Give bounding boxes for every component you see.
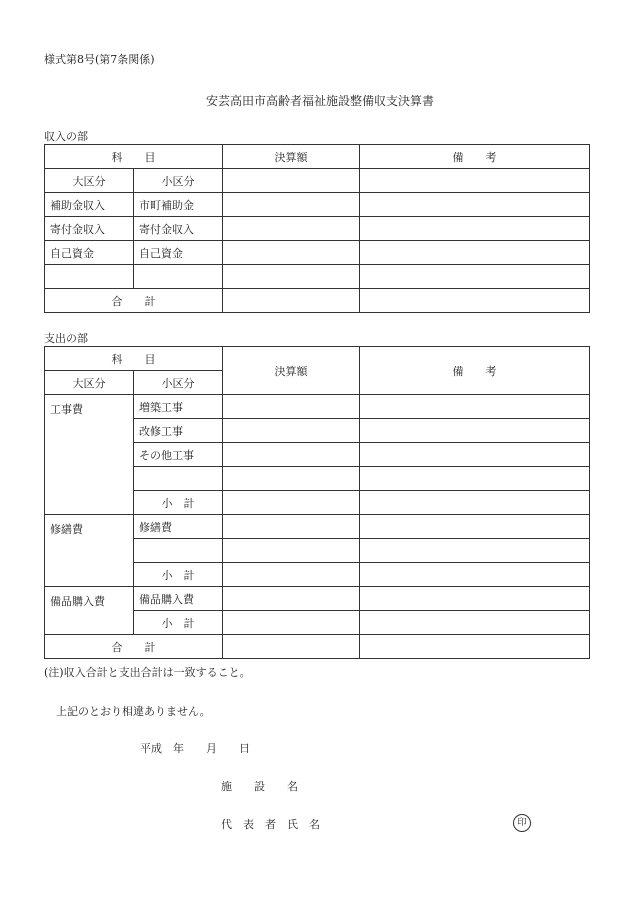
- document-title: 安芸高田市高齢者福祉施設整備収支決算書: [206, 94, 435, 108]
- expense-header-row: [45, 347, 590, 371]
- income-major-cell: 補助金収入: [45, 193, 134, 217]
- income-minor-cell: 自己資金: [134, 241, 223, 265]
- expense-remarks-cell: [360, 419, 590, 443]
- expense-section-label: 支出の部: [44, 332, 88, 345]
- expense-major-cell: 備品購入費: [45, 587, 134, 635]
- income-amount-cell: [223, 241, 360, 265]
- income-total-row: [45, 289, 590, 313]
- expense-minor-cell: その他工事: [134, 443, 223, 467]
- expense-amount-cell: [223, 563, 360, 587]
- income-total-label: 合 計: [45, 289, 223, 313]
- expense-amount-cell: [223, 419, 360, 443]
- table-row: [45, 193, 590, 217]
- expense-amount-cell: [223, 611, 360, 635]
- table-row: [45, 515, 590, 539]
- income-amount-cell: [223, 217, 360, 241]
- expense-minor-cell: 修繕費: [134, 515, 223, 539]
- expense-remarks-cell: [360, 491, 590, 515]
- expense-major-cell: 工事費: [45, 395, 134, 515]
- income-major-cell: 寄付金収入: [45, 217, 134, 241]
- income-total-remarks-cell: [360, 289, 590, 313]
- expense-remarks-cell: [360, 539, 590, 563]
- declaration: 上記のとおり相違ありません。: [56, 705, 211, 718]
- expense-minor-cell: 備品購入費: [134, 587, 223, 611]
- income-amount-cell: [223, 265, 360, 289]
- facility-name-label: 施 設 名: [221, 780, 298, 793]
- expense-subtotal-label: 小 計: [134, 611, 223, 635]
- income-remarks-cell: [360, 193, 590, 217]
- expense-total-remarks-cell: [360, 635, 590, 659]
- representative-label: 代 表 者 氏 名: [221, 818, 320, 831]
- date-line: 平成 年 月 日: [140, 742, 250, 755]
- expense-amount-header: 決算額: [223, 347, 360, 395]
- expense-remarks-cell: [360, 563, 590, 587]
- expense-minor-cell: [134, 467, 223, 491]
- income-minor-cell: [134, 265, 223, 289]
- form-number: 様式第8号(第7条関係): [44, 53, 155, 66]
- expense-amount-cell: [223, 491, 360, 515]
- income-table: [44, 144, 590, 313]
- income-amount-cell: [223, 169, 360, 193]
- income-major-cell: 自己資金: [45, 241, 134, 265]
- seal-mark: 印: [513, 814, 531, 832]
- income-total-amount-cell: [223, 289, 360, 313]
- table-row: [45, 241, 590, 265]
- income-major-header: 大区分: [45, 169, 134, 193]
- expense-remarks-cell: [360, 515, 590, 539]
- table-row: [45, 395, 590, 419]
- expense-amount-cell: [223, 515, 360, 539]
- income-remarks-cell: [360, 169, 590, 193]
- expense-minor-header: 小区分: [134, 371, 223, 395]
- expense-total-amount-cell: [223, 635, 360, 659]
- income-header-row: [45, 145, 590, 169]
- expense-amount-cell: [223, 443, 360, 467]
- expense-remarks-cell: [360, 467, 590, 491]
- expense-minor-cell: [134, 539, 223, 563]
- expense-remarks-cell: [360, 395, 590, 419]
- income-section-label: 収入の部: [44, 130, 88, 143]
- income-amount-cell: [223, 193, 360, 217]
- income-subject-header: 科 目: [45, 145, 223, 169]
- expense-major-cell: 修繕費: [45, 515, 134, 587]
- expense-amount-cell: [223, 395, 360, 419]
- income-remarks-cell: [360, 241, 590, 265]
- income-minor-cell: 市町補助金: [134, 193, 223, 217]
- expense-amount-cell: [223, 467, 360, 491]
- expense-subtotal-label: 小 計: [134, 563, 223, 587]
- table-row: [45, 587, 590, 611]
- expense-remarks-header: 備 考: [360, 347, 590, 395]
- expense-remarks-cell: [360, 587, 590, 611]
- expense-amount-cell: [223, 587, 360, 611]
- table-row: [45, 265, 590, 289]
- expense-remarks-cell: [360, 443, 590, 467]
- income-amount-header: 決算額: [223, 145, 360, 169]
- income-subheader-row: [45, 169, 590, 193]
- income-remarks-cell: [360, 265, 590, 289]
- income-major-cell: [45, 265, 134, 289]
- expense-minor-cell: 増築工事: [134, 395, 223, 419]
- expense-total-label: 合 計: [45, 635, 223, 659]
- income-remarks-cell: [360, 217, 590, 241]
- expense-subject-header: 科 目: [45, 347, 223, 371]
- expense-major-header: 大区分: [45, 371, 134, 395]
- expense-subtotal-label: 小 計: [134, 491, 223, 515]
- income-remarks-header: 備 考: [360, 145, 590, 169]
- expense-amount-cell: [223, 539, 360, 563]
- expense-total-row: [45, 635, 590, 659]
- income-minor-cell: 寄付金収入: [134, 217, 223, 241]
- income-minor-header: 小区分: [134, 169, 223, 193]
- table-row: [45, 217, 590, 241]
- note: (注)収入合計と支出合計は一致すること。: [44, 666, 251, 679]
- expense-remarks-cell: [360, 611, 590, 635]
- expense-minor-cell: 改修工事: [134, 419, 223, 443]
- expense-table: [44, 346, 590, 659]
